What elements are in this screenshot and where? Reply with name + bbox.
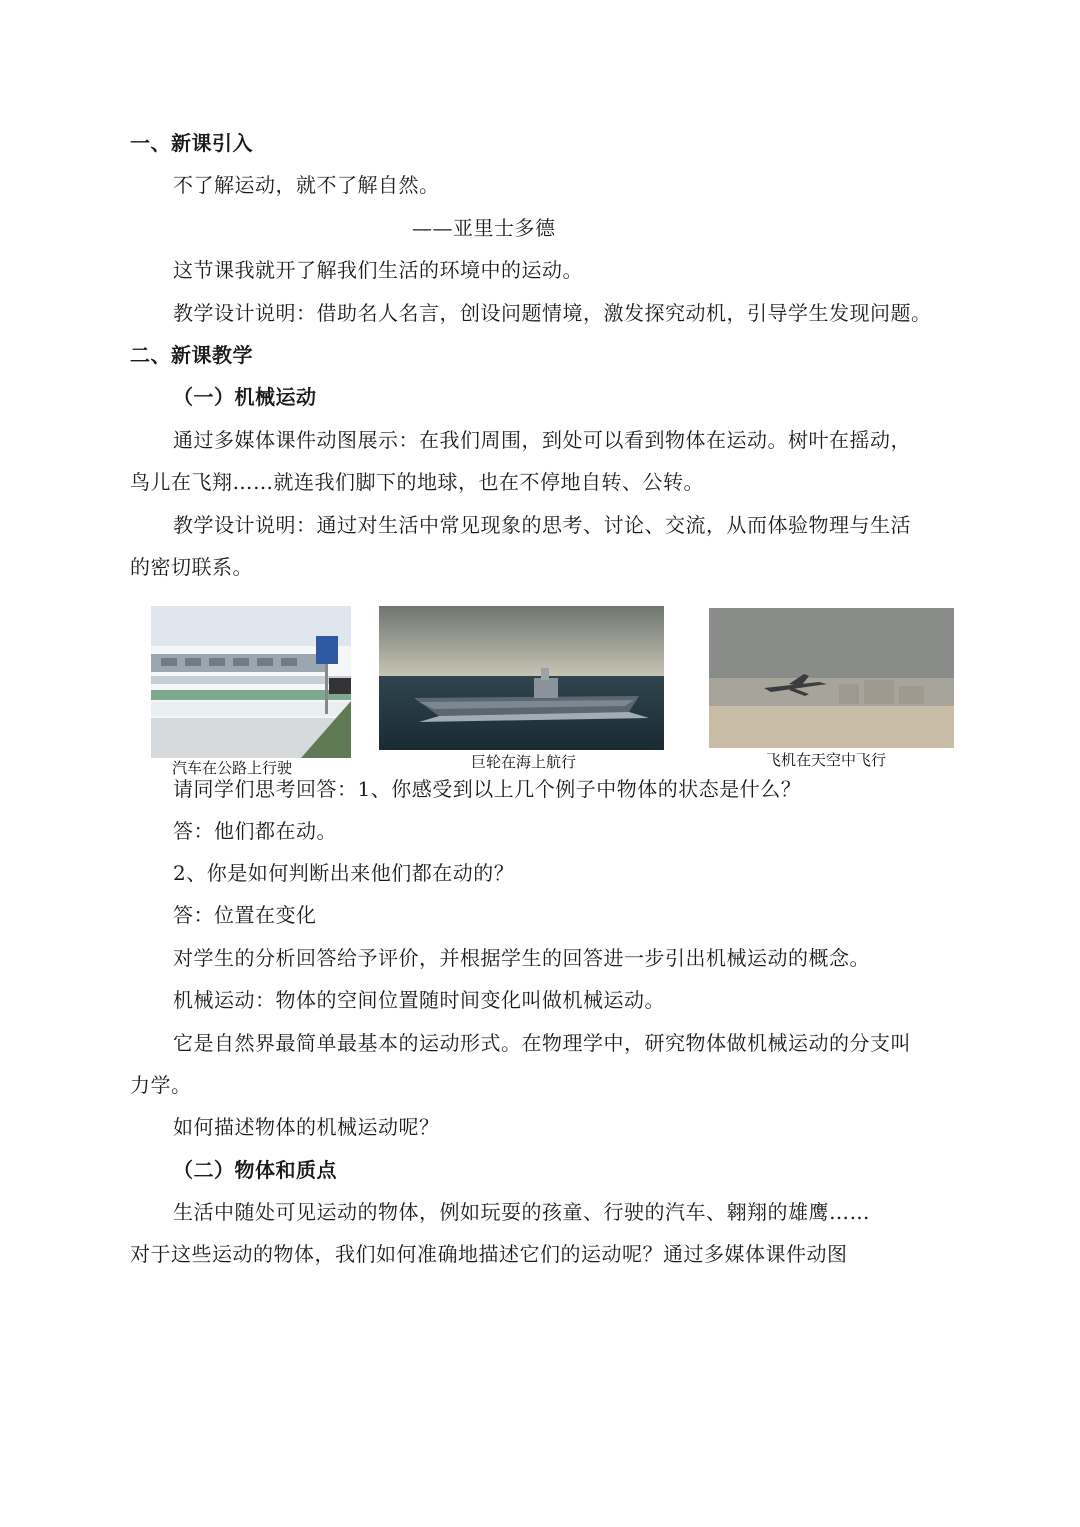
- paragraph-line: 教学设计说明：通过对生活中常见现象的思考、讨论、交流，从而体验物理与生活: [173, 513, 911, 537]
- subheading-object-and-particle: （二）物体和质点: [173, 1158, 337, 1182]
- design-note: 教学设计说明：借助名人名言，创设问题情境，激发探究动机，引导学生发现问题。: [173, 301, 932, 325]
- quote-text: 不了解运动，就不了解自然。: [173, 173, 440, 197]
- image-caption-car: 汽车在公路上行驶: [172, 759, 293, 777]
- paragraph-line: 对于这些运动的物体，我们如何准确地描述它们的运动呢？通过多媒体课件动图: [130, 1242, 848, 1266]
- intro-text: 这节课我就开了解我们生活的环境中的运动。: [173, 258, 583, 282]
- definition-text: 机械运动：物体的空间位置随时间变化叫做机械运动。: [173, 988, 665, 1012]
- section-heading-intro: 一、新课引入: [130, 131, 253, 155]
- question-1: 请同学们思考回答：1、你感受到以上几个例子中物体的状态是什么？: [173, 777, 802, 801]
- paragraph-line: 生活中随处可见运动的物体，例如玩耍的孩童、行驶的汽车、翱翔的雄鹰……: [173, 1200, 870, 1224]
- paragraph-line: 的密切联系。: [130, 555, 253, 579]
- question-2: 2、你是如何判断出来他们都在动的？: [173, 861, 515, 885]
- paragraph-line: 鸟儿在飞翔……就连我们脚下的地球，也在不停地自转、公转。: [130, 470, 704, 494]
- answer-2: 答：位置在变化: [173, 903, 317, 927]
- image-caption-ship: 巨轮在海上航行: [471, 753, 577, 771]
- car-on-road-photo: [151, 606, 351, 758]
- paragraph-line: 力学。: [130, 1073, 192, 1097]
- how-describe-text: 如何描述物体的机械运动呢？: [173, 1115, 440, 1139]
- quote-author: ——亚里士多德: [412, 216, 556, 240]
- ship-at-sea-photo: [379, 606, 664, 750]
- answer-1: 答：他们都在动。: [173, 819, 337, 843]
- image-caption-plane: 飞机在天空中飞行: [766, 751, 887, 769]
- plane-in-sky-photo: [709, 608, 954, 748]
- paragraph-line: 它是自然界最简单最基本的运动形式。在物理学中，研究物体做机械运动的分支叫: [173, 1031, 911, 1055]
- subheading-mechanical-motion: （一）机械运动: [173, 385, 317, 409]
- paragraph-line: 通过多媒体课件动图展示：在我们周围，到处可以看到物体在运动。树叶在摇动，: [173, 428, 911, 452]
- evaluation-text: 对学生的分析回答给予评价，并根据学生的回答进一步引出机械运动的概念。: [173, 946, 870, 970]
- section-heading-teaching: 二、新课教学: [130, 343, 253, 367]
